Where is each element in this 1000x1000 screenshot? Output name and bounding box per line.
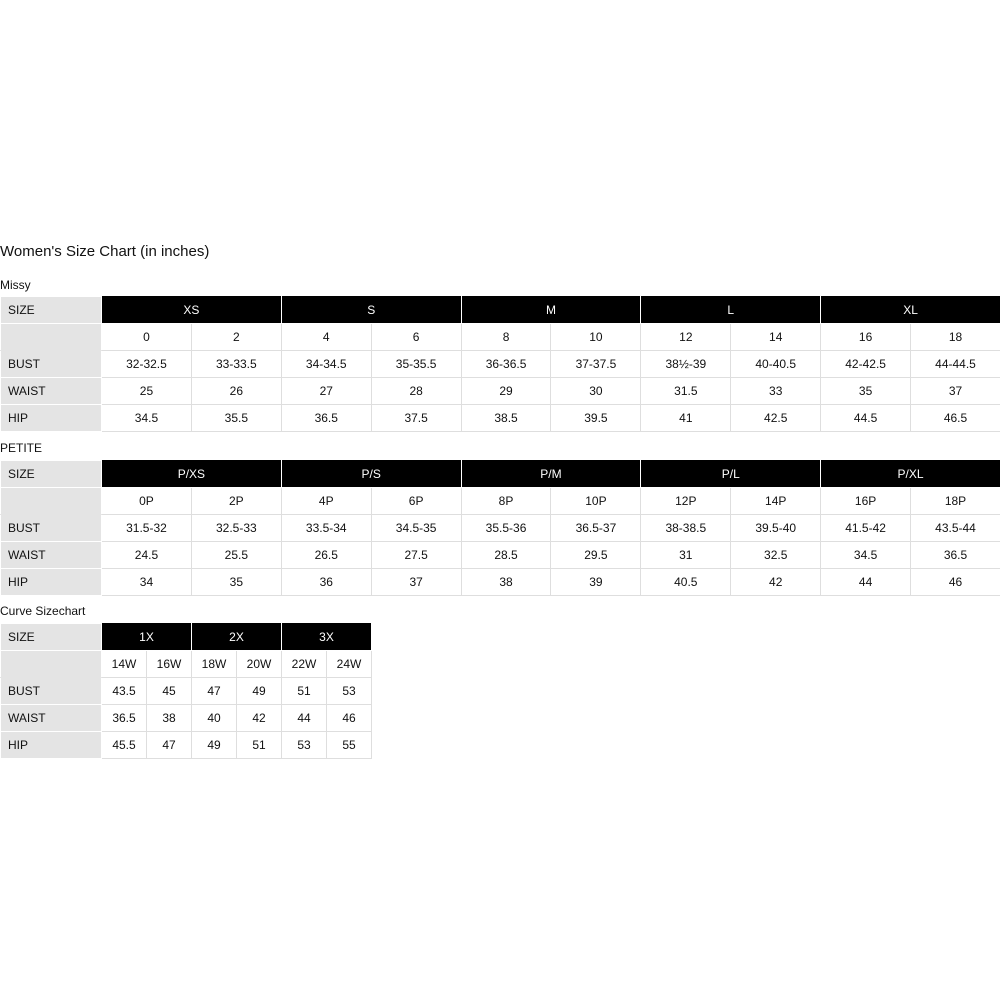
measurement-cell: 34.5 [102, 405, 192, 432]
measurement-cell: 35 [821, 378, 911, 405]
measurement-cell: 43.5 [102, 678, 147, 705]
measurement-cell: 31.5-32 [102, 515, 192, 542]
measurement-cell: 44 [821, 569, 911, 596]
measurement-cell: 28 [371, 378, 461, 405]
size-number-cell: 8 [461, 324, 551, 351]
size-number-cell: 0 [102, 324, 192, 351]
measure-row-label: BUST [1, 678, 102, 705]
blank-label-cell [1, 651, 102, 678]
measurement-cell: 37-37.5 [551, 351, 641, 378]
measurement-cell: 26 [191, 378, 281, 405]
measurement-cell: 33-33.5 [191, 351, 281, 378]
measurement-cell: 25.5 [191, 542, 281, 569]
size-number-cell: 16P [821, 488, 911, 515]
measurement-cell: 32.5 [731, 542, 821, 569]
measurement-cell: 25 [102, 378, 192, 405]
size-number-cell: 10 [551, 324, 641, 351]
size-number-cell: 16W [147, 651, 192, 678]
measurement-cell: 39 [551, 569, 641, 596]
measurement-cell: 38 [147, 705, 192, 732]
size-band-header: S [281, 297, 461, 324]
size-row-label: SIZE [1, 461, 102, 488]
size-number-cell: 6 [371, 324, 461, 351]
measurement-cell: 36.5 [911, 542, 1000, 569]
measure-row-label: WAIST [1, 542, 102, 569]
table-row [1, 405, 1000, 432]
curve-section-label: Curve Sizechart [0, 604, 86, 618]
measure-row-label: WAIST [1, 378, 102, 405]
measurement-cell: 49 [192, 732, 237, 759]
measurement-cell: 51 [282, 678, 327, 705]
measurement-cell: 36.5 [102, 705, 147, 732]
petite-section-label: PETITE [0, 441, 43, 455]
measurement-cell: 37 [371, 569, 461, 596]
size-number-cell: 0P [102, 488, 192, 515]
measurement-cell: 28.5 [461, 542, 551, 569]
measurement-cell: 43.5-44 [911, 515, 1000, 542]
measurement-cell: 37.5 [371, 405, 461, 432]
table-row [1, 542, 1000, 569]
measurement-cell: 29 [461, 378, 551, 405]
measurement-cell: 33.5-34 [281, 515, 371, 542]
measurement-cell: 35 [191, 569, 281, 596]
size-number-cell: 24W [327, 651, 372, 678]
curve-size-table [0, 623, 372, 759]
page-title: Women's Size Chart (in inches) [0, 243, 210, 260]
measurement-cell: 35-35.5 [371, 351, 461, 378]
measurement-cell: 40-40.5 [731, 351, 821, 378]
size-row-label: SIZE [1, 624, 102, 651]
measure-row-label: HIP [1, 569, 102, 596]
size-band-header: P/L [641, 461, 821, 488]
size-number-cell: 20W [237, 651, 282, 678]
measurement-cell: 32.5-33 [191, 515, 281, 542]
measurement-cell: 38-38.5 [641, 515, 731, 542]
measurement-cell: 24.5 [102, 542, 192, 569]
size-number-cell: 12P [641, 488, 731, 515]
measurement-cell: 49 [237, 678, 282, 705]
size-number-cell: 18 [911, 324, 1000, 351]
size-band-header: M [461, 297, 641, 324]
measurement-cell: 47 [147, 732, 192, 759]
measurement-cell: 38 [461, 569, 551, 596]
measurement-cell: 42 [237, 705, 282, 732]
table-row [1, 678, 372, 705]
measure-row-label: BUST [1, 515, 102, 542]
measurement-cell: 44-44.5 [911, 351, 1000, 378]
missy-section-label: Missy [0, 278, 31, 292]
size-band-header: 2X [192, 624, 282, 651]
size-band-header: P/M [461, 461, 641, 488]
table-row [1, 732, 372, 759]
size-band-header: XL [821, 297, 1000, 324]
size-number-cell: 14W [102, 651, 147, 678]
size-number-row [1, 651, 372, 678]
blank-label-cell [1, 488, 102, 515]
size-number-row [1, 324, 1000, 351]
measurement-cell: 30 [551, 378, 641, 405]
measurement-cell: 34.5-35 [371, 515, 461, 542]
size-band-header: P/XL [821, 461, 1000, 488]
size-number-cell: 22W [282, 651, 327, 678]
measurement-cell: 41.5-42 [821, 515, 911, 542]
missy-size-table [0, 296, 1000, 432]
measurement-cell: 44.5 [821, 405, 911, 432]
size-number-cell: 4 [281, 324, 371, 351]
size-number-cell: 16 [821, 324, 911, 351]
size-row-label: SIZE [1, 297, 102, 324]
table-header-row [1, 624, 372, 651]
petite-size-table [0, 460, 1000, 596]
measurement-cell: 40 [192, 705, 237, 732]
size-number-cell: 18W [192, 651, 237, 678]
table-header-row [1, 297, 1000, 324]
measurement-cell: 51 [237, 732, 282, 759]
table-row [1, 378, 1000, 405]
measurement-cell: 55 [327, 732, 372, 759]
table-header-row [1, 461, 1000, 488]
size-number-cell: 10P [551, 488, 641, 515]
size-number-cell: 6P [371, 488, 461, 515]
size-number-cell: 14P [731, 488, 821, 515]
measurement-cell: 46.5 [911, 405, 1000, 432]
measurement-cell: 29.5 [551, 542, 641, 569]
measure-row-label: HIP [1, 405, 102, 432]
size-number-cell: 2P [191, 488, 281, 515]
measurement-cell: 36.5-37 [551, 515, 641, 542]
measurement-cell: 42-42.5 [821, 351, 911, 378]
size-number-cell: 4P [281, 488, 371, 515]
measurement-cell: 53 [327, 678, 372, 705]
measurement-cell: 47 [192, 678, 237, 705]
measurement-cell: 34-34.5 [281, 351, 371, 378]
measurement-cell: 34 [102, 569, 192, 596]
measurement-cell: 39.5 [551, 405, 641, 432]
size-number-cell: 14 [731, 324, 821, 351]
measurement-cell: 27.5 [371, 542, 461, 569]
measurement-cell: 26.5 [281, 542, 371, 569]
measurement-cell: 38½-39 [641, 351, 731, 378]
size-number-cell: 12 [641, 324, 731, 351]
measurement-cell: 45 [147, 678, 192, 705]
table-row [1, 515, 1000, 542]
measurement-cell: 33 [731, 378, 821, 405]
measurement-cell: 27 [281, 378, 371, 405]
measure-row-label: HIP [1, 732, 102, 759]
measurement-cell: 42 [731, 569, 821, 596]
measurement-cell: 36-36.5 [461, 351, 551, 378]
measurement-cell: 44 [282, 705, 327, 732]
measurement-cell: 35.5-36 [461, 515, 551, 542]
measurement-cell: 35.5 [191, 405, 281, 432]
measurement-cell: 40.5 [641, 569, 731, 596]
size-number-cell: 2 [191, 324, 281, 351]
size-number-row [1, 488, 1000, 515]
measure-row-label: BUST [1, 351, 102, 378]
table-row [1, 569, 1000, 596]
size-band-header: P/XS [102, 461, 282, 488]
measure-row-label: WAIST [1, 705, 102, 732]
measurement-cell: 34.5 [821, 542, 911, 569]
measurement-cell: 31 [641, 542, 731, 569]
size-band-header: 1X [102, 624, 192, 651]
blank-label-cell [1, 324, 102, 351]
size-band-header: P/S [281, 461, 461, 488]
measurement-cell: 32-32.5 [102, 351, 192, 378]
size-band-header: L [641, 297, 821, 324]
table-row [1, 351, 1000, 378]
measurement-cell: 36 [281, 569, 371, 596]
measurement-cell: 31.5 [641, 378, 731, 405]
size-band-header: XS [102, 297, 282, 324]
measurement-cell: 46 [911, 569, 1000, 596]
size-number-cell: 8P [461, 488, 551, 515]
measurement-cell: 39.5-40 [731, 515, 821, 542]
measurement-cell: 42.5 [731, 405, 821, 432]
measurement-cell: 37 [911, 378, 1000, 405]
size-number-cell: 18P [911, 488, 1000, 515]
measurement-cell: 41 [641, 405, 731, 432]
measurement-cell: 38.5 [461, 405, 551, 432]
measurement-cell: 53 [282, 732, 327, 759]
size-band-header: 3X [282, 624, 372, 651]
measurement-cell: 46 [327, 705, 372, 732]
measurement-cell: 45.5 [102, 732, 147, 759]
measurement-cell: 36.5 [281, 405, 371, 432]
table-row [1, 705, 372, 732]
